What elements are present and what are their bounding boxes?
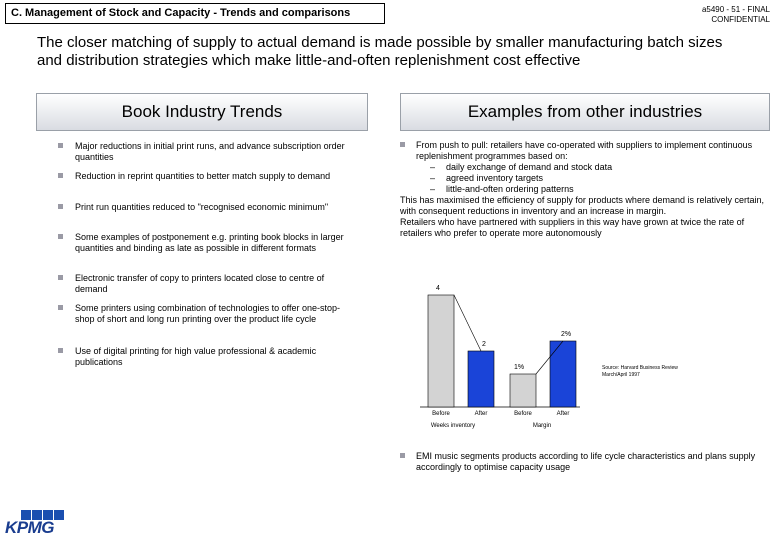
list-item bbox=[58, 232, 358, 273]
replenishment-basis-list bbox=[400, 162, 770, 195]
bullet-square-icon bbox=[58, 348, 63, 353]
growth-paragraph: Retailers who have partnered with suppliers in this way have grown at twice the rate of retailers who prefer to operate more autonomously bbox=[400, 217, 745, 238]
list-item bbox=[58, 303, 358, 346]
logo-box bbox=[54, 510, 64, 520]
kpmg-logo bbox=[5, 510, 75, 536]
efficiency-paragraph: This has maximised the efficiency of supply for products where demand is relatively certain, with consequent reductions in inventory and an increase in margin. bbox=[400, 195, 764, 216]
sub-item bbox=[430, 184, 770, 195]
list-item bbox=[400, 140, 770, 162]
bullet-square-icon bbox=[58, 143, 63, 148]
sub-item-text: little-and-often ordering patterns bbox=[446, 184, 574, 194]
chart-group-label: Weeks inventory bbox=[430, 423, 476, 429]
chart-connector bbox=[454, 295, 481, 351]
logo-text: KPMG bbox=[5, 518, 54, 537]
sub-item-text: agreed inventory targets bbox=[446, 173, 544, 183]
list-item bbox=[58, 273, 358, 303]
bullet-text: Major reductions in initial print runs, and advance subscription order quantities bbox=[75, 141, 345, 162]
bullet-text: Use of digital printing for high value professional & academic publications bbox=[75, 346, 317, 367]
chart-category-label: After bbox=[474, 411, 488, 417]
list-item bbox=[58, 202, 358, 232]
book-trends-list bbox=[58, 141, 358, 368]
bullet-text: From push to pull: retailers have co-operated with suppliers to implement continuous replenishment programmes based on: bbox=[416, 140, 753, 161]
chart-value-label: 4 bbox=[436, 285, 440, 292]
chart-category-label: After bbox=[556, 411, 570, 417]
bullet-square-icon bbox=[58, 234, 63, 239]
chart-source-line: Source: Harvard Business Review bbox=[602, 365, 678, 371]
other-industries-text bbox=[400, 140, 770, 239]
bullet-text: Some printers using combination of technologies to offer one-stop-shop of short and long run printing over the product life cycle bbox=[75, 303, 340, 324]
list-item bbox=[58, 141, 358, 171]
chart-category-label: Before bbox=[432, 411, 450, 417]
bullet-text: Reduction in reprint quantities to better match supply to demand bbox=[75, 171, 331, 181]
bullet-square-icon bbox=[400, 142, 405, 147]
bullet-text: Some examples of postponement e.g. printing book blocks in larger quantities and binding as late as possible in different formats bbox=[75, 232, 344, 253]
chart-value-label: 2% bbox=[560, 331, 572, 338]
list-item bbox=[400, 451, 760, 473]
dash-marker: – bbox=[430, 184, 436, 194]
bullet-text: Print run quantities reduced to "recognised economic minimum" bbox=[75, 202, 329, 212]
chart-source-line: March/April 1997 bbox=[602, 372, 640, 378]
chart-value-label: 1% bbox=[513, 364, 525, 371]
bullet-square-icon bbox=[400, 453, 405, 458]
document-reference bbox=[702, 5, 770, 25]
bullet-square-icon bbox=[58, 204, 63, 209]
confidential-label: CONFIDENTIAL bbox=[711, 15, 770, 24]
bullet-square-icon bbox=[58, 305, 63, 310]
bullet-square-icon bbox=[58, 173, 63, 178]
before-after-bar-chart bbox=[390, 268, 678, 436]
reference-code: a5490 - 51 - FINAL bbox=[701, 5, 770, 14]
bullet-text: Electronic transfer of copy to printers located close to centre of demand bbox=[75, 273, 325, 294]
sub-item-text: daily exchange of demand and stock data bbox=[446, 162, 613, 172]
section-title: C. Management of Stock and Capacity - Trends and comparisons bbox=[5, 3, 385, 24]
sub-item bbox=[430, 162, 770, 173]
dash-marker: – bbox=[430, 173, 436, 183]
book-trends-header: Book Industry Trends bbox=[36, 93, 368, 131]
other-industries-header: Examples from other industries bbox=[400, 93, 770, 131]
sub-item bbox=[430, 173, 770, 184]
chart-group-label: Margin bbox=[532, 423, 552, 429]
chart-bar bbox=[468, 351, 494, 407]
list-item bbox=[58, 171, 358, 202]
bullet-square-icon bbox=[58, 275, 63, 280]
chart-category-label: Before bbox=[514, 411, 532, 417]
chart-bar bbox=[428, 295, 454, 407]
chart-value-label: 2 bbox=[482, 341, 486, 348]
bullet-text: EMI music segments products according to life cycle characteristics and plans supply accordingly to optimise capacity usage bbox=[416, 451, 756, 472]
page-headline: The closer matching of supply to actual demand is made possible by smaller manufacturing batch sizes and distribution strategies which make little-and-often replenishment cost effective bbox=[37, 34, 723, 69]
dash-marker: – bbox=[430, 162, 436, 172]
chart-bar bbox=[550, 341, 576, 407]
chart-bar bbox=[510, 374, 536, 407]
list-item bbox=[58, 346, 358, 368]
